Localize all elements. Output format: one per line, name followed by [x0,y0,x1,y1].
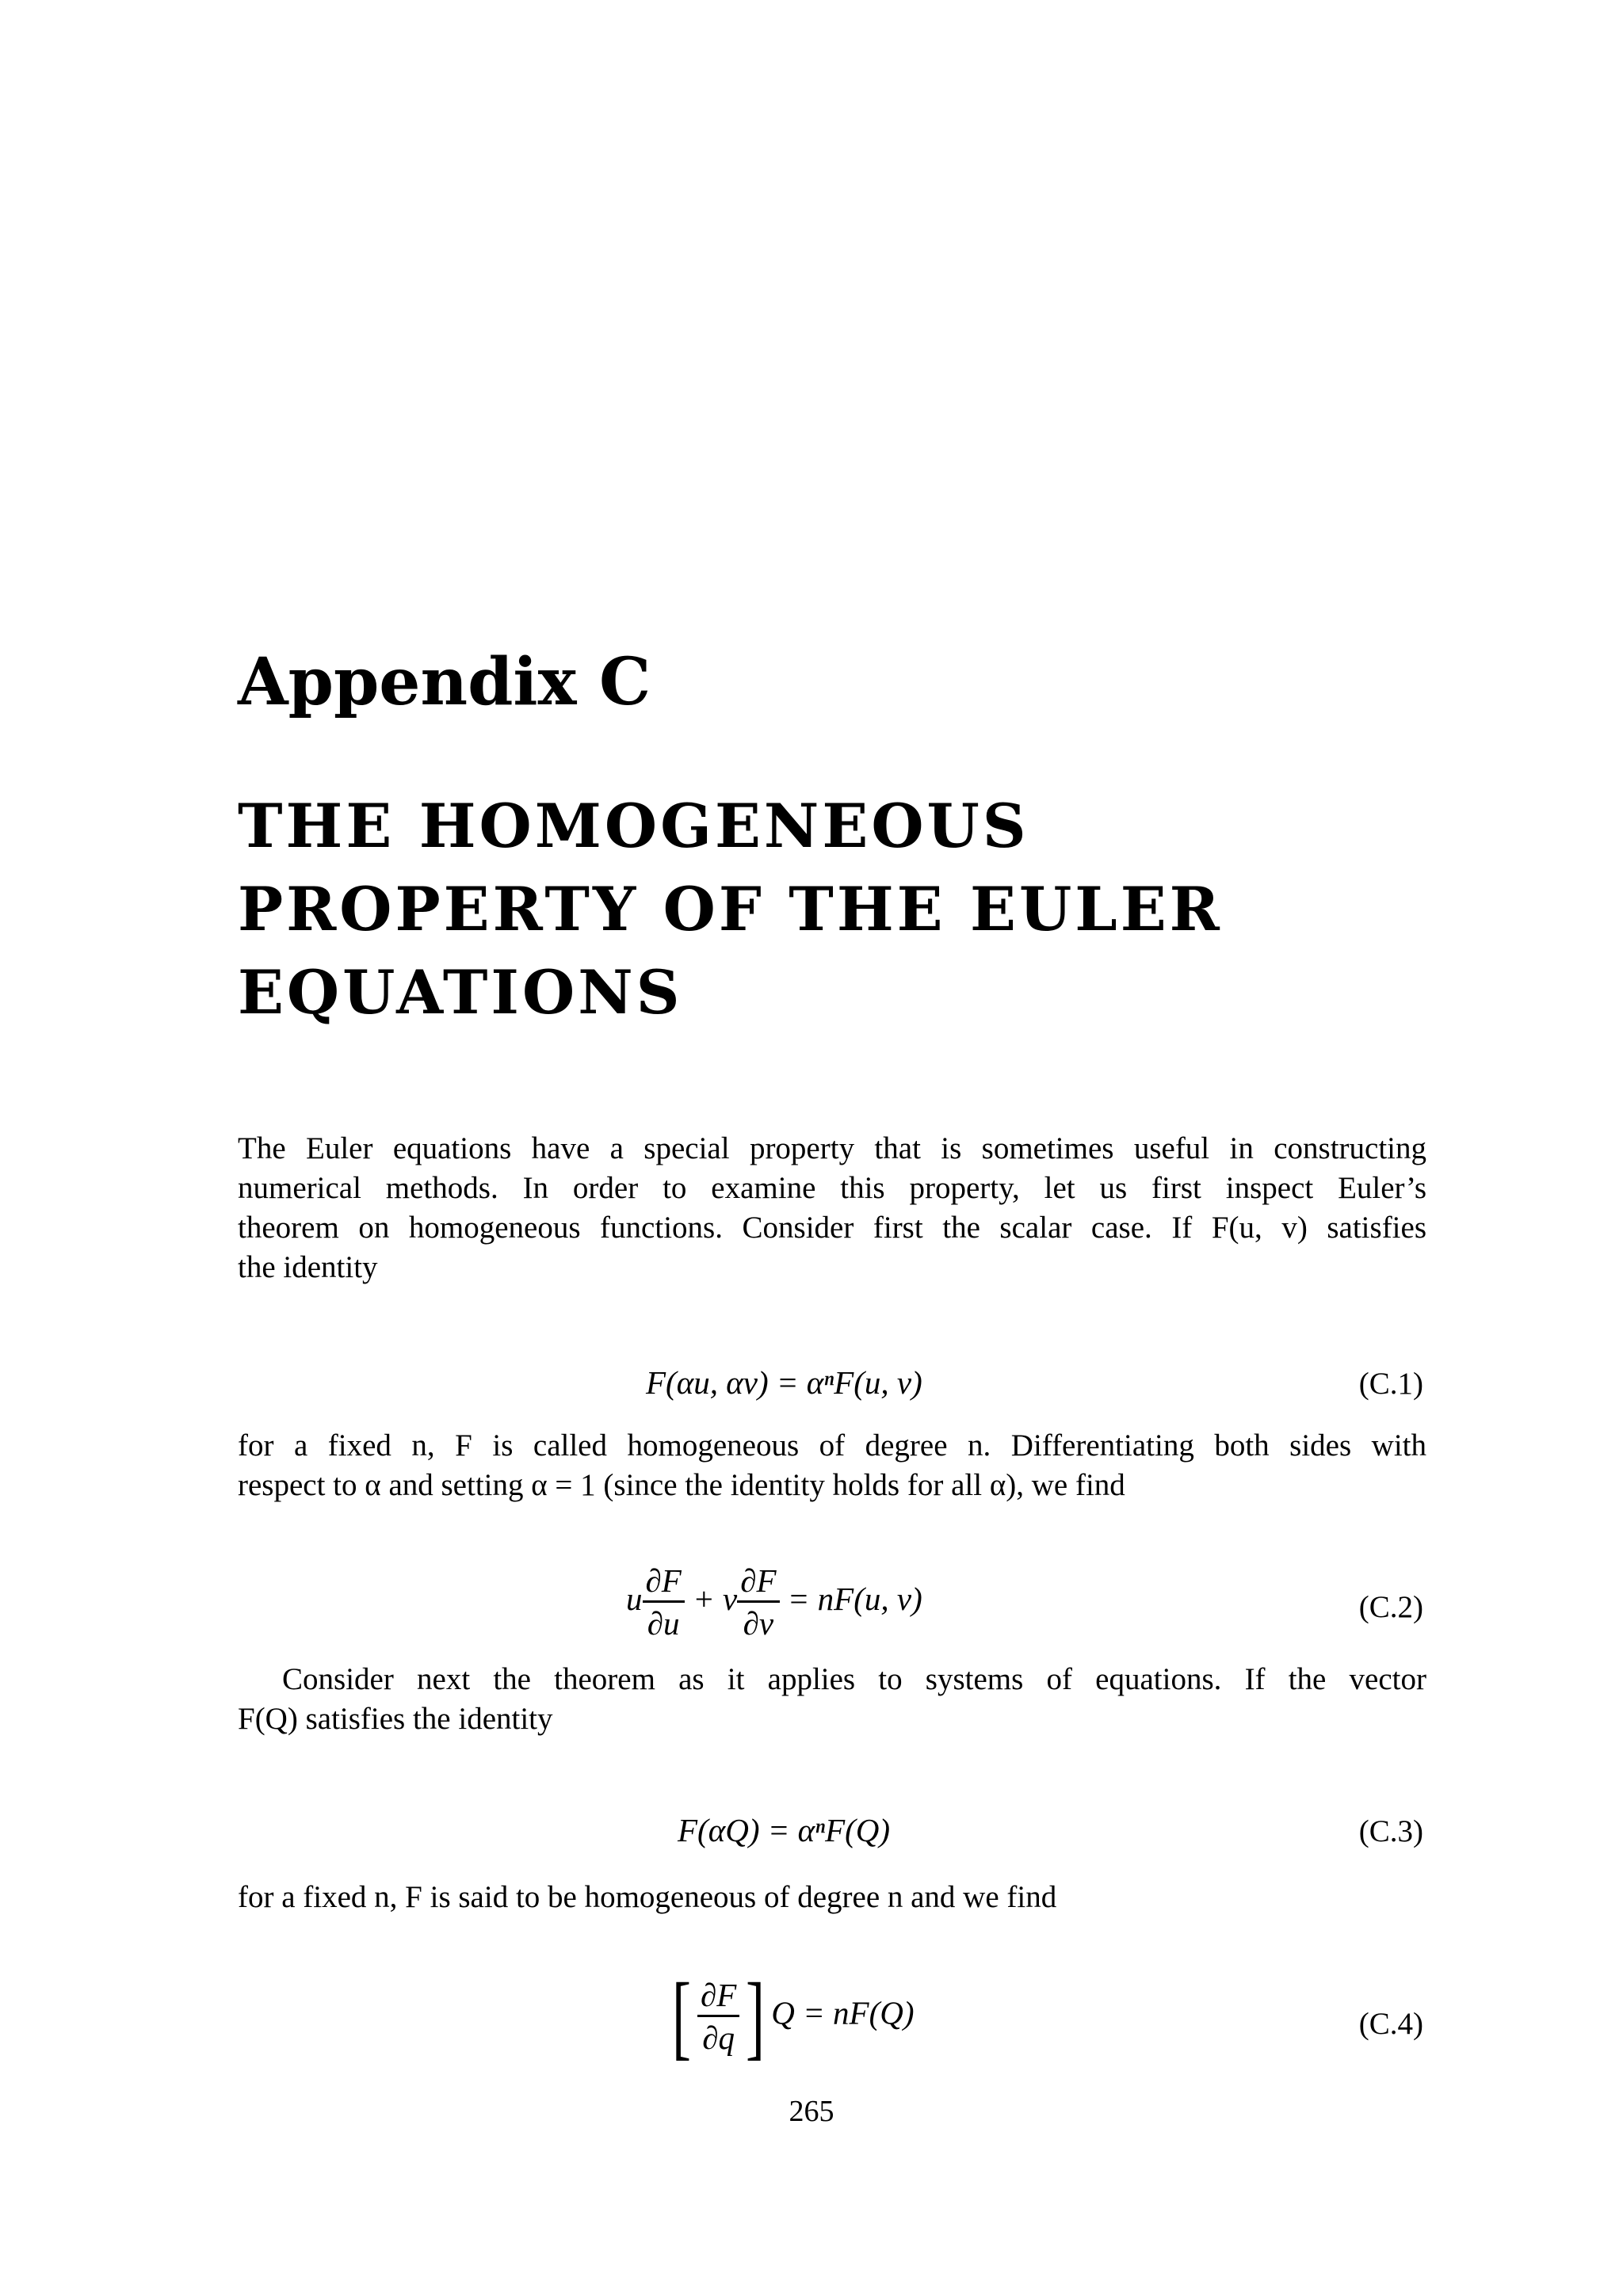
right-bracket: ] [746,1963,766,2069]
equation-number-c1: (C.1) [1358,1367,1423,1401]
paragraph-degree [238,1426,1426,1505]
paragraph-line: for a fixed n, F is said to be homogeneous of degree n and we find [238,1880,1057,1914]
paragraph-line: theorem on homogeneous functions. Consider first the scalar case. If F(u, v) satisfies [238,1211,1426,1245]
chapter-title-line-1: THE HOMOGENEOUS [238,791,1029,861]
fraction-numerator: ∂F [697,1979,739,2017]
equation-c4-fraction [697,1976,739,2056]
paragraph-systems [238,1660,1426,1739]
equation-c1 [646,1364,922,1401]
equation-c2-plus-v: + v [693,1580,738,1617]
equation-number-c4: (C.4) [1358,2007,1423,2041]
equation-c2-fraction-1 [643,1562,685,1642]
paragraph-line: the identity [238,1250,378,1284]
fraction-denominator: ∂q [702,2019,735,2056]
equation-c2-fraction-2 [737,1562,779,1642]
equation-c3-body: F(αQ) = αⁿF(Q) [678,1812,891,1848]
appendix-label: Appendix C [238,644,651,720]
paragraph-line: Consider next the theorem as it applies to systems of equations. If the vector [282,1662,1426,1696]
paragraph-line: numerical methods. In order to examine this property, let us first inspect Euler’s [238,1171,1426,1205]
equation-c4 [666,1963,915,2069]
equation-c1-body: F(αu, αv) = αⁿF(u, v) [646,1364,922,1401]
equation-c2 [626,1562,922,1642]
equation-c4-rhs: Q = nF(Q) [771,1994,915,2031]
fraction-numerator: ∂F [643,1565,685,1603]
equation-c3 [678,1814,890,1847]
fraction-numerator: ∂F [737,1565,779,1603]
paragraph-vector-degree [238,1878,1426,1917]
equation-number-c2: (C.2) [1358,1590,1423,1624]
equation-number-c3: (C.3) [1358,1814,1423,1848]
paragraph-line: respect to α and setting α = 1 (since the identity holds for all α), we find [238,1468,1125,1502]
left-bracket: [ [671,1963,691,2069]
equation-c2-rhs: = nF(u, v) [787,1580,922,1617]
paragraph-line: F(Q) satisfies the identity [238,1702,553,1736]
page-number: 265 [789,2095,834,2128]
paragraph-line: for a fixed n, F is called homogeneous of degree n. Differentiating both sides with [238,1428,1426,1463]
paragraph-line: The Euler equations have a special property that is sometimes useful in constructing [238,1131,1426,1165]
chapter-title-line-3: EQUATIONS [238,957,683,1028]
equation-c2-u: u [626,1580,643,1617]
fraction-denominator: ∂u [647,1605,680,1642]
fraction-denominator: ∂v [743,1605,774,1642]
chapter-title-line-2: PROPERTY OF THE EULER [238,874,1223,944]
paragraph-intro [238,1129,1426,1287]
